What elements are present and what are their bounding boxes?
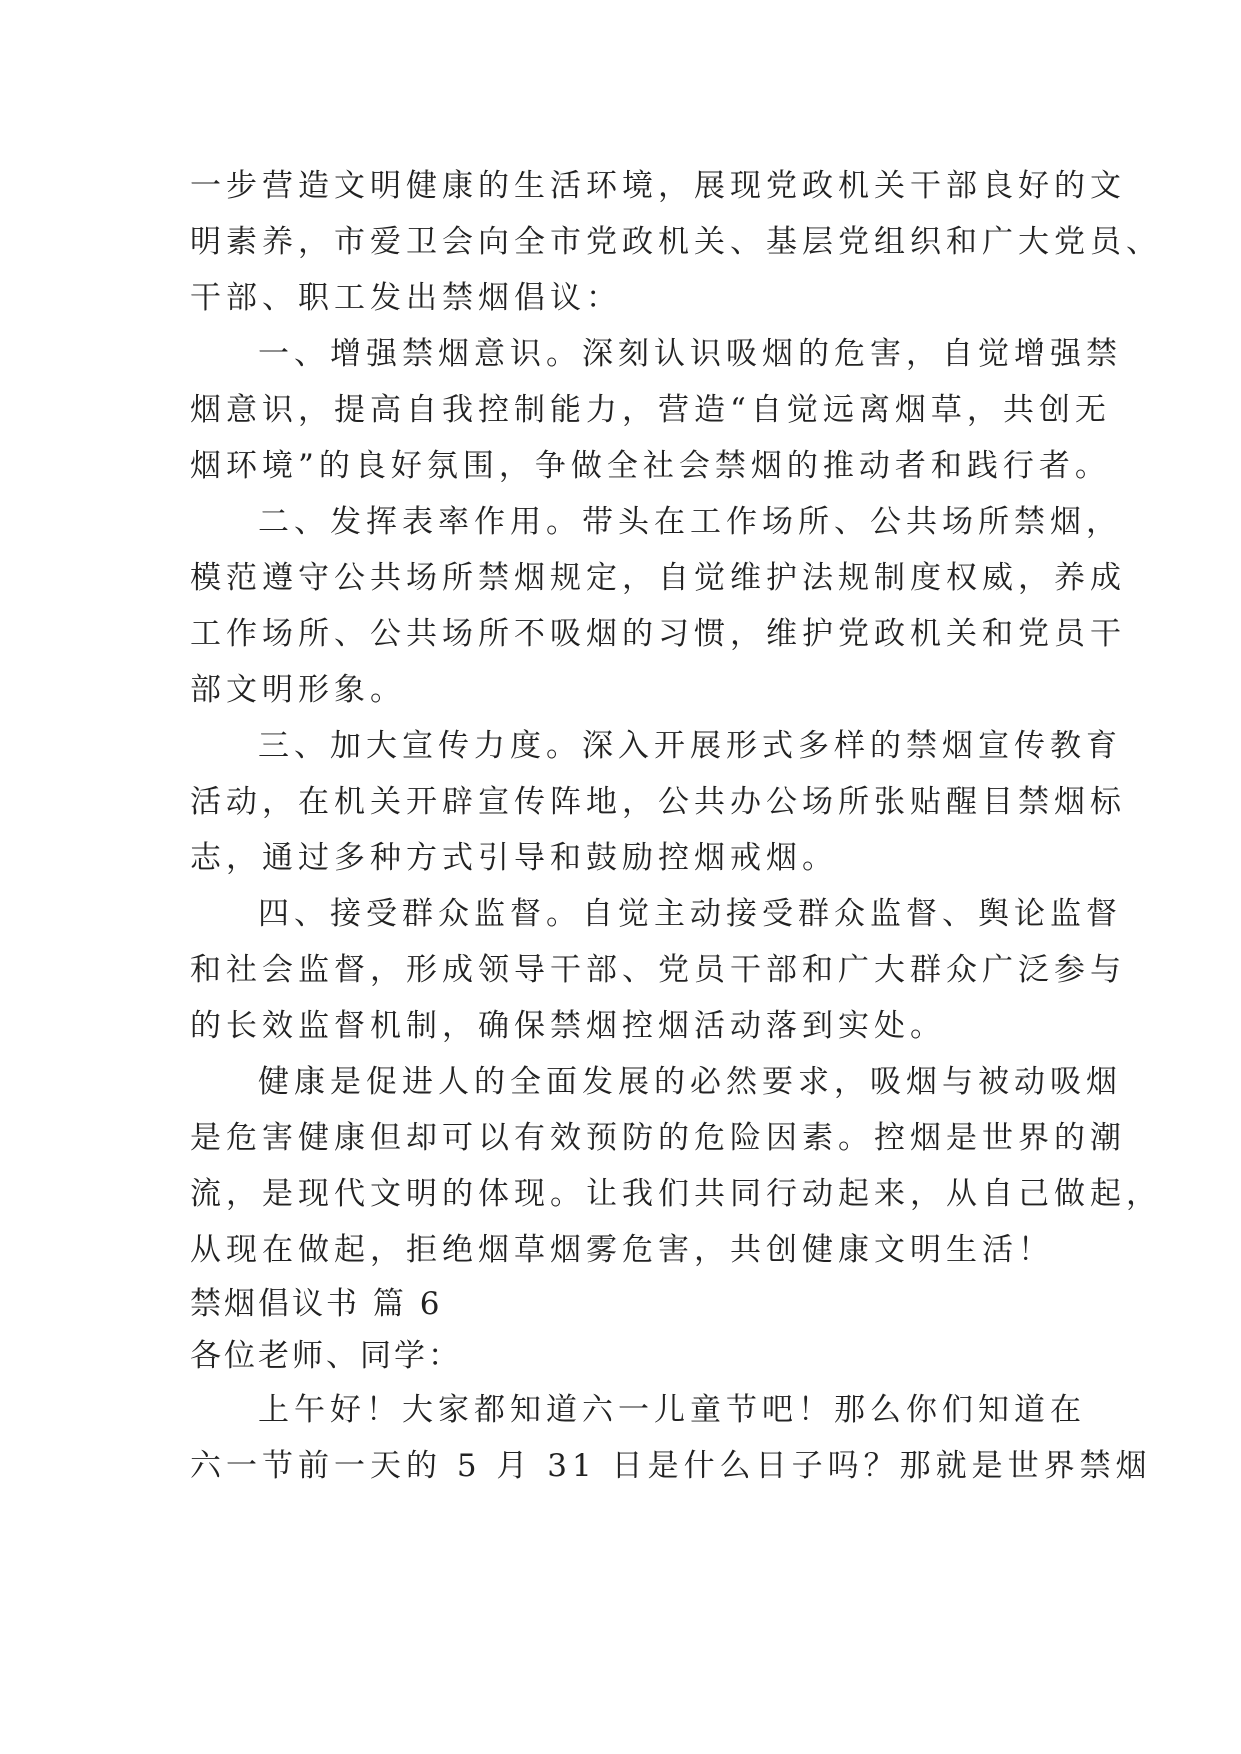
text-line: 上午好！大家都知道六一儿童节吧！那么你们知道在: [258, 1392, 1086, 1428]
text-line: 是危害健康但却可以有效预防的危险因素。控烟是世界的潮: [190, 1120, 1126, 1156]
salutation: 各位老师、同学：: [190, 1338, 462, 1374]
text-line: 的长效监督机制，确保禁烟控烟活动落到实处。: [190, 1008, 946, 1044]
text-line: 烟意识，提高自我控制能力，营造“自觉远离烟草，共创无: [190, 392, 1111, 428]
text-line: 模范遵守公共场所禁烟规定，自觉维护法规制度权威，养成: [190, 560, 1126, 596]
text-line: 一步营造文明健康的生活环境，展现党政机关干部良好的文: [190, 168, 1126, 204]
text-line: 流，是现代文明的体现。让我们共同行动起来，从自己做起，: [190, 1176, 1162, 1212]
text-line: 健康是促进人的全面发展的必然要求，吸烟与被动吸烟: [258, 1064, 1122, 1100]
text-line: 四、接受群众监督。自觉主动接受群众监督、舆论监督: [258, 896, 1122, 932]
text-line: 干部、职工发出禁烟倡议：: [190, 280, 622, 316]
text-line: 工作场所、公共场所不吸烟的习惯，维护党政机关和党员干: [190, 616, 1126, 652]
text-line: 活动，在机关开辟宣传阵地，公共办公场所张贴醒目禁烟标: [190, 784, 1126, 820]
text-line: 六一节前一天的 5 月 31 日是什么日子吗？那就是世界禁烟: [190, 1448, 1152, 1484]
text-line: 明素养，市爱卫会向全市党政机关、基层党组织和广大党员、: [190, 224, 1162, 260]
text-line: 部文明形象。: [190, 672, 406, 708]
text-line: 志，通过多种方式引导和鼓励控烟戒烟。: [190, 840, 838, 876]
document-body: [190, 158, 1162, 1494]
text-line: 从现在做起，拒绝烟草烟雾危害，共创健康文明生活！: [190, 1232, 1054, 1268]
text-line: 二、发挥表率作用。带头在工作场所、公共场所禁烟，: [258, 504, 1122, 540]
text-line: 和社会监督，形成领导干部、党员干部和广大群众广泛参与: [190, 952, 1126, 988]
text-line: 烟环境”的良好氛围，争做全社会禁烟的推动者和践行者。: [190, 448, 1111, 484]
text-line: 一、增强禁烟意识。深刻认识吸烟的危害，自觉增强禁: [258, 336, 1122, 372]
text-line: 三、加大宣传力度。深入开展形式多样的禁烟宣传教育: [258, 728, 1122, 764]
section-title: 禁烟倡议书 篇 6: [190, 1286, 443, 1322]
